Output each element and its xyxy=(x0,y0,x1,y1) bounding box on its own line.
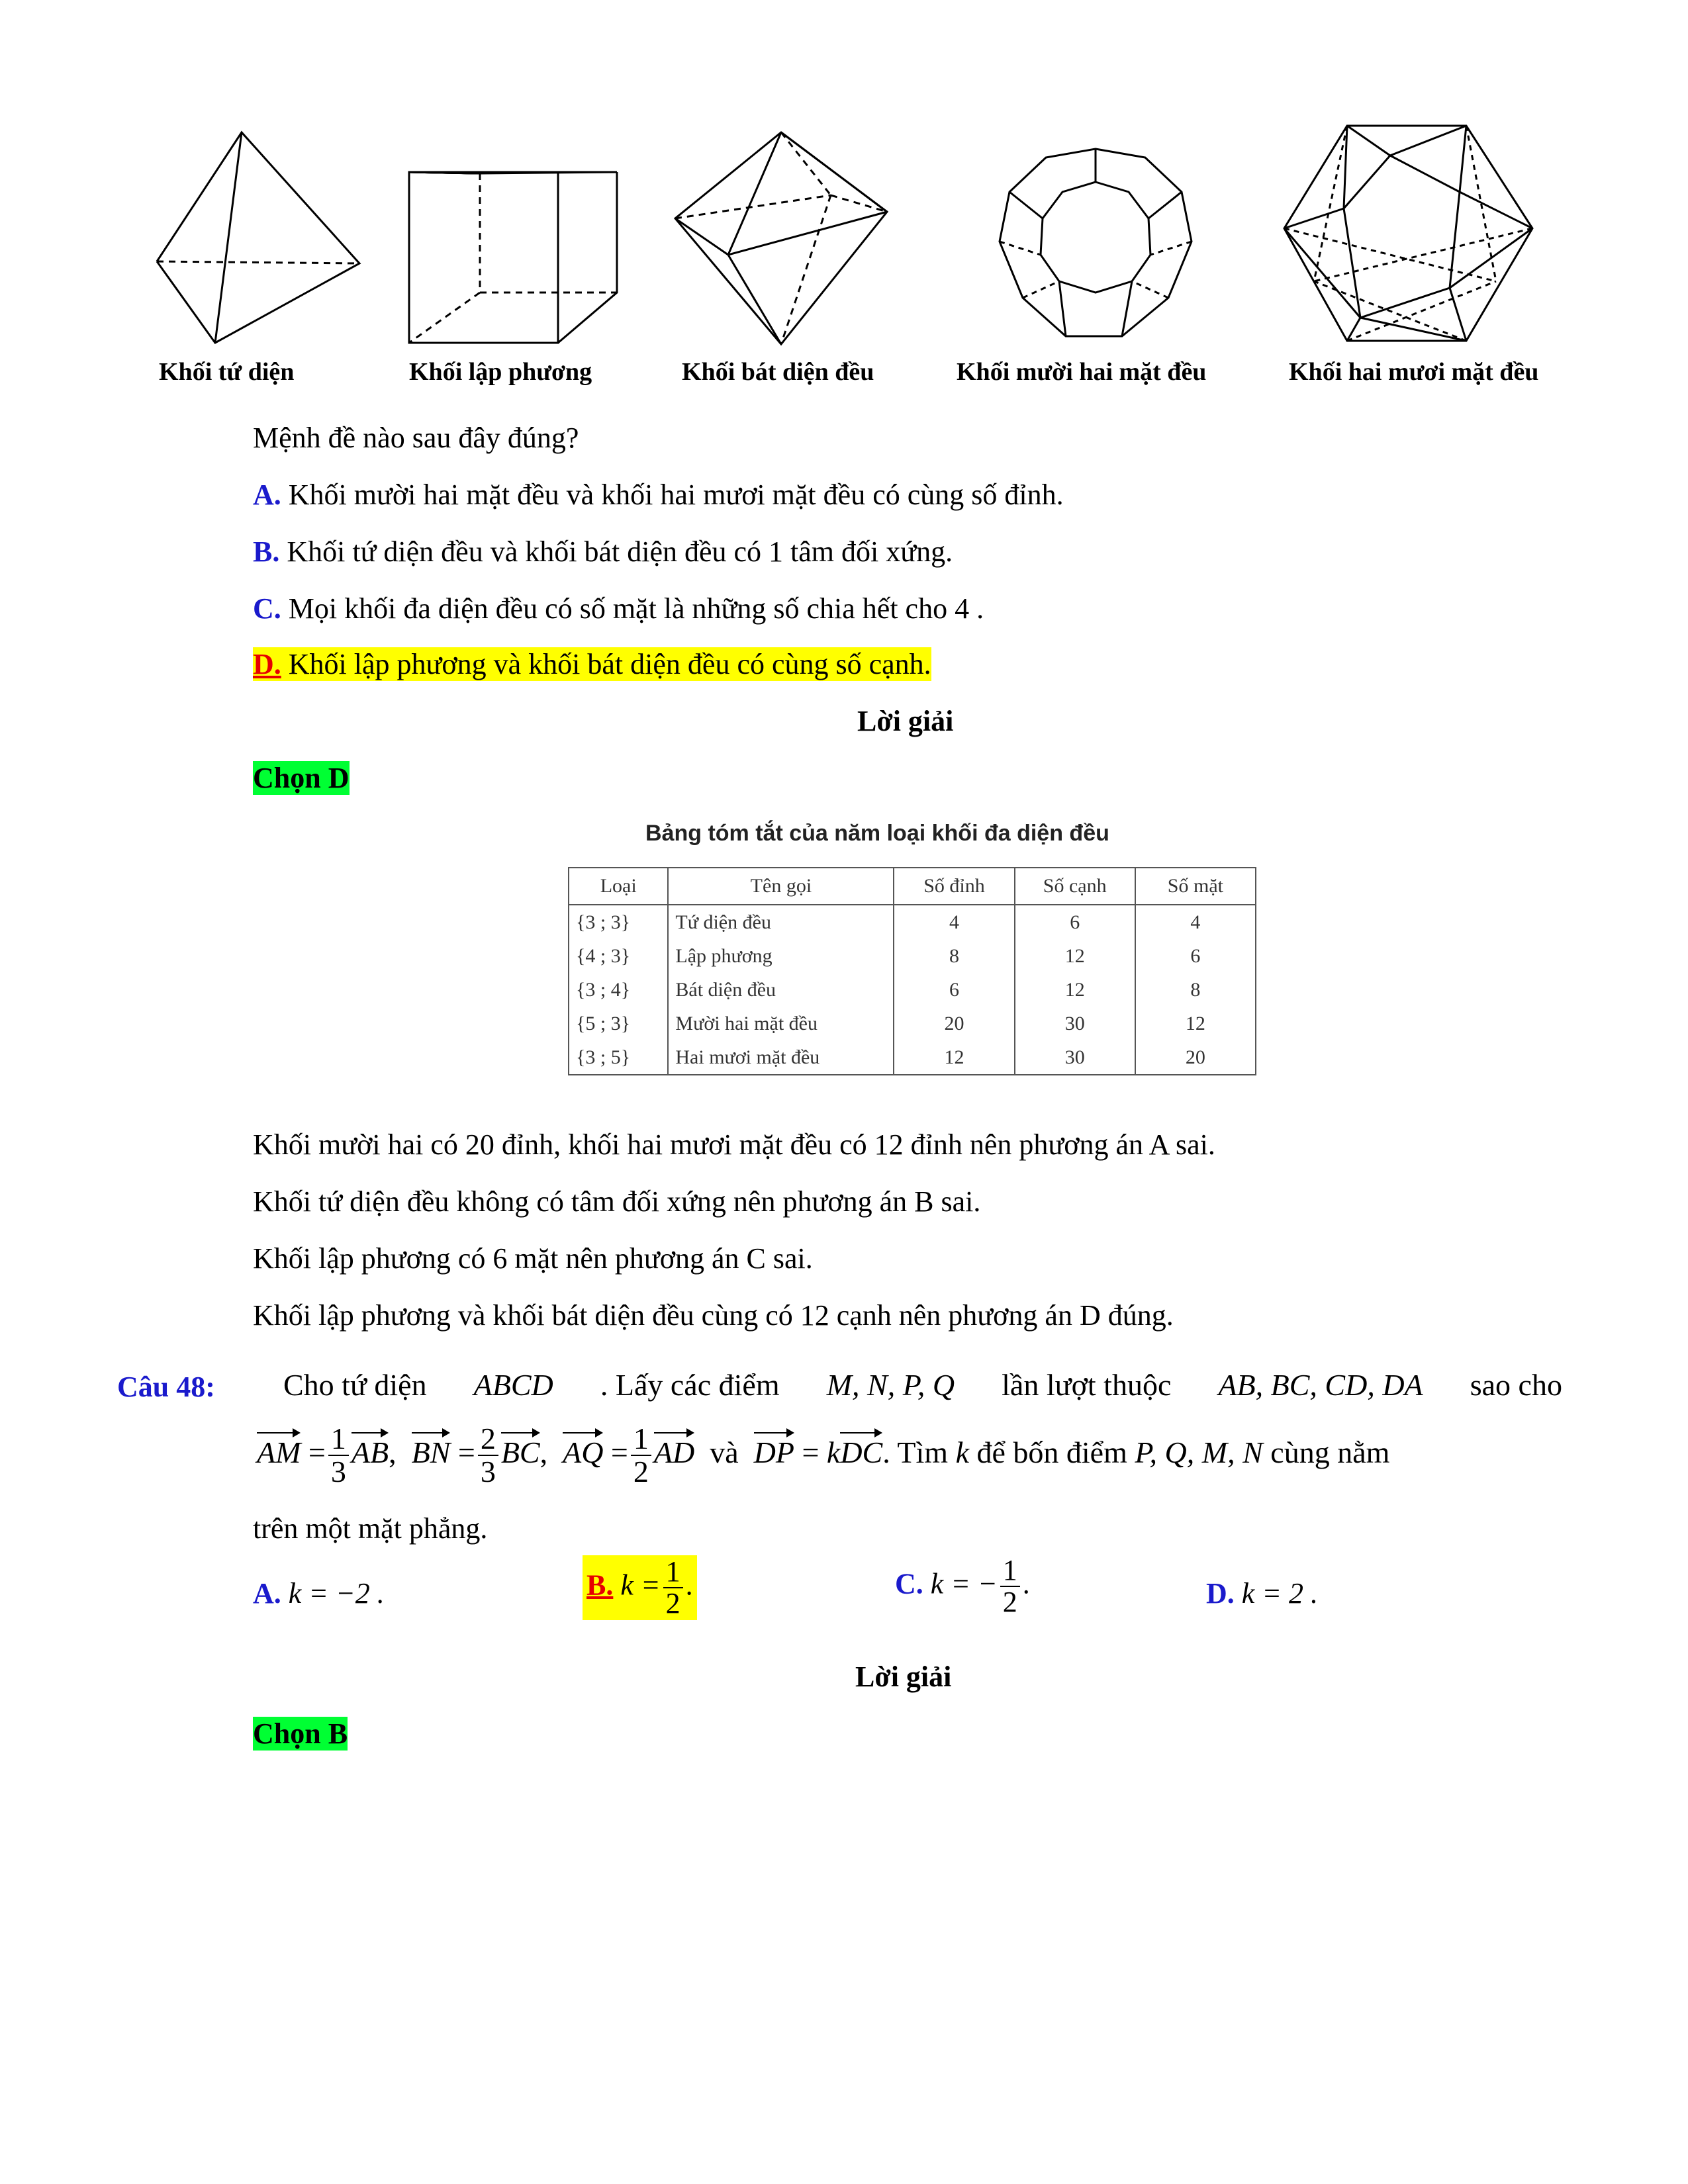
cell-faces: 4 xyxy=(1135,905,1256,939)
q47-option-c xyxy=(253,592,984,625)
fraction: $\frac{2}{3}$ xyxy=(478,1423,498,1488)
cell-faces: 20 xyxy=(1135,1040,1256,1075)
q47-solution-title: Lời giải xyxy=(857,705,954,737)
option-letter: D. xyxy=(1206,1577,1235,1610)
option-letter: A. xyxy=(253,478,281,511)
cell-type: {3 ; 4} xyxy=(569,973,668,1007)
option-lhs: k = − xyxy=(930,1567,998,1600)
option-lhs: k = xyxy=(620,1569,661,1602)
cell-edges: 30 xyxy=(1015,1040,1135,1075)
q47-explanation-1: Khối mười hai có 20 đỉnh, khối hai mươi mặt đều có 12 đỉnh nên phương án A sai. xyxy=(253,1128,1215,1161)
table-row xyxy=(569,1040,1256,1075)
vec-dc: DC xyxy=(840,1431,882,1470)
q48-option-a xyxy=(253,1576,385,1610)
option-value: k = −2 . xyxy=(288,1577,385,1610)
icosahedron-figure xyxy=(1278,119,1536,351)
q48-choice: Chọn B xyxy=(253,1717,348,1750)
option-text: Khối mười hai mặt đều và khối hai mươi mặt đều có cùng số đỉnh. xyxy=(288,478,1064,511)
option-value: k = 2 . xyxy=(1241,1577,1319,1610)
cell-name: Tứ diện đều xyxy=(668,905,894,939)
cell-type: {5 ; 3} xyxy=(569,1007,668,1040)
q47-option-a xyxy=(253,478,1064,512)
q48-find: . Tìm xyxy=(882,1435,949,1469)
option-tail: . xyxy=(1022,1567,1030,1600)
q48-option-d xyxy=(1206,1576,1318,1610)
summary-table xyxy=(568,867,1256,1075)
q47-explanation-2: Khối tứ diện đều không có tâm đối xứng nên phương án B sai. xyxy=(253,1185,981,1218)
option-letter: D. xyxy=(253,648,281,680)
figure-label-cube: Khối lập phương xyxy=(409,358,592,386)
cell-type: {4 ; 3} xyxy=(569,939,668,973)
q48-such-that: sao cho xyxy=(1470,1368,1562,1402)
figure-label-octahedron: Khối bát diện đều xyxy=(682,358,874,386)
cell-vertices: 4 xyxy=(894,905,1014,939)
col-header-name: Tên gọi xyxy=(668,868,894,905)
dodecahedron-icon xyxy=(986,119,1205,351)
table-row xyxy=(569,973,1256,1007)
cell-vertices: 12 xyxy=(894,1040,1014,1075)
col-header-faces: Số mặt xyxy=(1135,868,1256,905)
figure-label-icosahedron: Khối hai mươi mặt đều xyxy=(1289,358,1539,386)
option-letter: B. xyxy=(586,1569,614,1602)
q47-option-b xyxy=(253,535,953,569)
octahedron-icon xyxy=(669,119,894,351)
vec-dp: DP xyxy=(754,1431,794,1470)
k-var: k xyxy=(955,1435,969,1469)
option-letter: B. xyxy=(253,535,280,568)
option-letter: C. xyxy=(253,592,281,625)
q47-choice: Chọn D xyxy=(253,762,350,794)
vec-ad: AD xyxy=(654,1431,694,1470)
col-header-type: Loại xyxy=(569,868,668,905)
fraction: $\frac{1}{2}$ xyxy=(663,1557,683,1619)
fraction: $\frac{1}{2}$ xyxy=(631,1423,651,1488)
q48-tetra: ABCD xyxy=(473,1368,553,1402)
cell-edges: 30 xyxy=(1015,1007,1135,1040)
table-row xyxy=(569,939,1256,973)
q48-points: M, N, P, Q xyxy=(826,1368,955,1402)
option-letter: A. xyxy=(253,1577,281,1610)
q48-line-2: AM = $\frac{1}{3}$ AB, BN = $\frac{2}{3}$ BC, AQ = $\frac{1}{2}$ AD và DP = kDC. Tìm k để bốn điểm P, Q, M, N cùng nằm xyxy=(257,1422,1390,1489)
cell-edges: 12 xyxy=(1015,973,1135,1007)
q48-take-points: . Lấy các điểm xyxy=(600,1368,780,1402)
cell-faces: 12 xyxy=(1135,1007,1256,1040)
cell-type: {3 ; 5} xyxy=(569,1040,668,1075)
q47-option-d xyxy=(253,647,931,681)
cell-faces: 8 xyxy=(1135,973,1256,1007)
figure-label-tetrahedron: Khối tứ diện xyxy=(159,358,295,386)
q48-intro: Cho tứ diện xyxy=(283,1368,427,1402)
cell-vertices: 20 xyxy=(894,1007,1014,1040)
and-word: và xyxy=(710,1435,739,1469)
q48-option-b xyxy=(583,1555,697,1620)
col-header-vertices: Số đỉnh xyxy=(894,868,1014,905)
q48-four-points: P, Q, M, N xyxy=(1135,1435,1263,1469)
dodecahedron-figure xyxy=(986,119,1205,351)
cell-edges: 12 xyxy=(1015,939,1135,973)
cube-icon xyxy=(404,119,622,351)
vec-am: AM xyxy=(257,1431,301,1470)
q47-prompt: Mệnh đề nào sau đây đúng? xyxy=(253,422,579,454)
tetrahedron-figure xyxy=(149,119,374,351)
cell-type: {3 ; 3} xyxy=(569,905,668,939)
cell-name: Lập phương xyxy=(668,939,894,973)
cell-name: Mười hai mặt đều xyxy=(668,1007,894,1040)
tetrahedron-icon xyxy=(149,119,374,351)
option-text: Khối tứ diện đều và khối bát diện đều có 1 tâm đối xứng. xyxy=(287,535,953,568)
col-header-edges: Số cạnh xyxy=(1015,868,1135,905)
q48-line-3: trên một mặt phẳng. xyxy=(253,1512,488,1545)
option-text: Khối lập phương và khối bát diện đều có cùng số cạnh. xyxy=(288,648,931,680)
q48-option-c xyxy=(895,1555,1030,1617)
q48-line-1 xyxy=(283,1367,1562,1402)
option-text: Mọi khối đa diện đều có số mặt là những số chia hết cho 4 . xyxy=(288,592,984,625)
table-row xyxy=(569,1007,1256,1040)
fraction: $\frac{1}{3}$ xyxy=(328,1423,349,1488)
cube-figure xyxy=(404,119,622,351)
option-letter: C. xyxy=(895,1567,923,1600)
cell-vertices: 6 xyxy=(894,973,1014,1007)
question-number: Câu 48: xyxy=(117,1371,215,1403)
icosahedron-icon xyxy=(1278,119,1536,351)
octahedron-figure xyxy=(669,119,894,351)
q48-solution-title: Lời giải xyxy=(855,1661,952,1693)
vec-ab: AB xyxy=(352,1431,389,1470)
vec-aq: AQ xyxy=(563,1431,603,1470)
q48-coplanar-1: cùng nằm xyxy=(1270,1435,1390,1469)
k-coef: k xyxy=(826,1435,841,1469)
q47-explanation-4: Khối lập phương và khối bát diện đều cùng có 12 cạnh nên phương án D đúng. xyxy=(253,1299,1174,1332)
cell-vertices: 8 xyxy=(894,939,1014,973)
vec-bc: BC xyxy=(501,1431,540,1470)
q48-for-four: để bốn điểm xyxy=(976,1435,1127,1469)
q48-edges: AB, BC, CD, DA xyxy=(1218,1368,1423,1402)
figure-label-dodecahedron: Khối mười hai mặt đều xyxy=(957,358,1207,386)
q47-explanation-3: Khối lập phương có 6 mặt nên phương án C sai. xyxy=(253,1242,813,1275)
cell-name: Bát diện đều xyxy=(668,973,894,1007)
summary-table-title: Bảng tóm tắt của năm loại khối đa diện đều xyxy=(645,821,1109,846)
cell-name: Hai mươi mặt đều xyxy=(668,1040,894,1075)
table-row xyxy=(569,905,1256,939)
cell-edges: 6 xyxy=(1015,905,1135,939)
option-tail: . xyxy=(685,1569,693,1602)
q48-belong: lần lượt thuộc xyxy=(1002,1368,1172,1402)
vec-bn: BN xyxy=(412,1431,451,1470)
fraction: $\frac{1}{2}$ xyxy=(1000,1555,1020,1617)
cell-faces: 6 xyxy=(1135,939,1256,973)
